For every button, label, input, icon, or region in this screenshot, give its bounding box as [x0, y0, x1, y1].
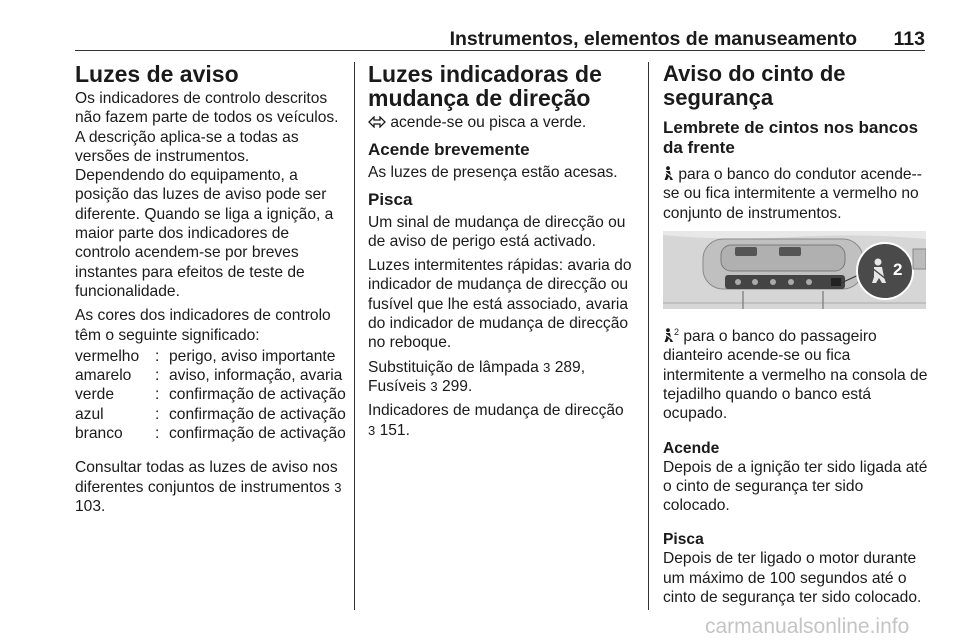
table-row — [75, 424, 346, 443]
passenger-seatbelt-icon — [663, 328, 674, 345]
paragraph — [368, 401, 634, 440]
paragraph-text: Fusíveis — [368, 377, 431, 395]
section-heading: Luzes indicadoras de mudança de direção — [368, 61, 602, 111]
color-name: azul — [75, 405, 104, 423]
paragraph-text: Substituição de lâmpada — [368, 358, 544, 376]
driver-seatbelt-icon — [663, 166, 674, 183]
paragraph: As cores dos indicadores de controlo têm o seguinte significado: — [75, 307, 331, 344]
separator: : — [155, 386, 160, 404]
color-meaning-table — [75, 347, 346, 443]
paragraph-text: para o banco do passageiro dianteiro acende-se ou fica intermitente a vermelho na consola de tejadilho quando o banco está ocupado. — [663, 328, 928, 423]
page-number: 113 — [893, 28, 925, 50]
subheading: Acende — [663, 439, 720, 457]
table-row — [75, 347, 346, 366]
paragraph — [663, 323, 928, 424]
running-title: Instrumentos, elementos de manuseamento — [449, 28, 857, 50]
paragraph: Depois de ter ligado o motor durante um máximo de 100 segundos até o cinto de segurança ter sido colocado. — [663, 550, 922, 607]
column-turn-signals — [368, 62, 634, 440]
paragraph: Um sinal de mudança de direcção ou de aviso de perigo está activado. — [368, 213, 626, 250]
table-row — [75, 385, 346, 404]
paragraph-text: acende-se ou pisca a verde. — [386, 114, 587, 131]
separator: : — [155, 405, 160, 423]
paragraph-text: Consultar todas as luzes de aviso nos diferentes conjuntos de instrumentos — [75, 459, 338, 496]
paragraph — [75, 458, 347, 516]
column-divider — [354, 62, 355, 610]
color-name: amarelo — [75, 367, 132, 385]
paragraph — [368, 113, 634, 132]
page-ref[interactable]: 151. — [375, 421, 410, 439]
color-meaning: aviso, informação, avaria — [169, 367, 343, 385]
color-name: verde — [75, 386, 115, 404]
column-seatbelt-warning — [663, 62, 928, 607]
separator: : — [155, 367, 160, 385]
paragraph: As luzes de presença estão acesas. — [368, 163, 618, 181]
paragraph-text: Indicadores de mudança de direcção — [368, 402, 624, 420]
page-ref-arrow-icon: 3 — [430, 378, 438, 394]
page-ref-arrow-icon: 3 — [368, 422, 376, 438]
color-meaning: perigo, aviso importante — [169, 347, 336, 365]
seat-number: 2 — [674, 326, 680, 337]
column-divider — [648, 62, 649, 610]
paragraph: Luzes intermitentes rápidas: avaria do indicador de mudança de direcção ou fusível que lhe está associado, avaria do indicador de mudança de direcção no reboque. — [368, 257, 632, 352]
page-header — [75, 22, 925, 51]
figure-label: 2 — [893, 259, 903, 279]
watermark: carmanualsonline.info — [705, 615, 910, 638]
page-ref[interactable]: 289, — [550, 358, 586, 376]
overhead-console-figure — [663, 231, 926, 309]
subheading: Lembrete de cintos nos bancos da frente — [663, 118, 919, 157]
table-row — [75, 405, 346, 424]
paragraph — [368, 358, 634, 397]
separator: : — [155, 347, 160, 365]
paragraph — [663, 165, 928, 223]
column-warning-lights — [75, 62, 347, 516]
paragraph: Depois de a ignição ter sido ligada até o cinto de segurança ter sido colocado. — [663, 458, 928, 515]
page-ref[interactable]: 103. — [75, 497, 106, 515]
color-meaning: confirmação de activação — [169, 405, 346, 423]
color-meaning: confirmação de activação — [169, 425, 346, 443]
table-row — [75, 366, 346, 385]
color-meaning: confirmação de activação — [169, 386, 346, 404]
paragraph: Dependendo do equipamento, a posição das luzes de aviso pode ser diferente. Quando se liga a ignição, a maior parte dos indicadores de controlo acendem-se por breves instantes para efeitos de teste de funcionalidade. — [75, 167, 334, 300]
paragraph: Os indicadores de controlo descritos não fazem parte de todos os veículos. A descrição aplica-se a todas as versões de instrumentos. — [75, 90, 339, 165]
separator: : — [155, 425, 160, 443]
color-name: branco — [75, 425, 123, 443]
turn-signal-icon — [368, 114, 386, 131]
subheading: Pisca — [368, 190, 413, 210]
page-ref[interactable]: 299. — [437, 377, 473, 395]
page-ref-arrow-icon: 3 — [543, 359, 551, 375]
subheading: Pisca — [663, 531, 704, 549]
section-heading: Aviso do cinto de segurança — [663, 61, 846, 110]
page-ref-arrow-icon: 3 — [334, 479, 342, 495]
color-name: vermelho — [75, 347, 140, 365]
subheading: Acende brevemente — [368, 140, 530, 160]
paragraph-text: para o banco do condutor acende--se ou fica intermitente a vermelho no conjunto de instrumentos. — [663, 166, 922, 222]
section-heading: Luzes de aviso — [75, 61, 239, 87]
